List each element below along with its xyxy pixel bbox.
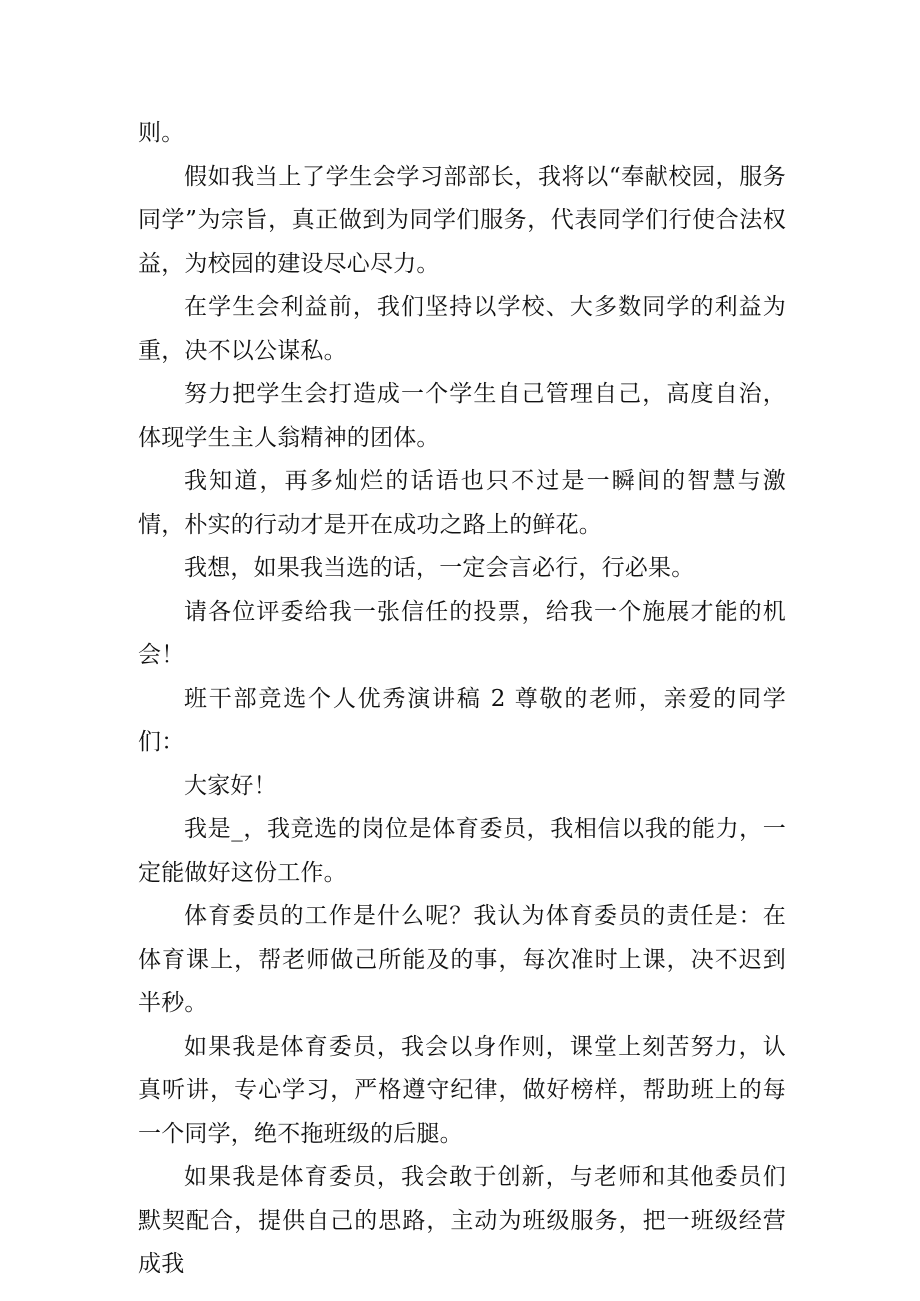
paragraph-11: 体育委员的工作是什么呢？我认为体育委员的责任是：在体育课上，帮老师做己所能及的事，每次准时上课，决不迟到半秒。: [138, 903, 786, 1016]
paragraph-9: 大家好！: [184, 772, 277, 799]
paragraph-12: 如果我是体育委员，我会以身作则，课堂上刻苦努力，认真听讲，专心学习，严格遵守纪律，做好榜样，帮助班上的每一个同学，绝不拖班级的后腿。: [138, 1033, 786, 1147]
paragraph-6: 我想，如果我当选的话，一定会言必行，行必果。: [184, 555, 695, 581]
paragraph-3: 在学生会利益前，我们坚持以学校、大多数同学的利益为重，决不以公谋私。: [138, 294, 786, 364]
paragraph-8: 班干部竞选个人优秀演讲稿 2 尊敬的老师，亲爱的同学们：: [138, 685, 786, 755]
paragraph-10: 我是_，我竞选的岗位是体育委员，我相信以我的能力，一定能做好这份工作。: [138, 816, 786, 886]
paragraph-5: 我知道，再多灿烂的话语也只不过是一瞬间的智慧与激情，朴实的行动才是开在成功之路上的鲜花。: [138, 468, 786, 538]
paragraph-2: 假如我当上了学生会学习部部长，我将以“奉献校园，服务同学”为宗旨，真正做到为同学们服务，代表同学们行使合法权益，为校园的建设尽心尽力。: [138, 163, 786, 277]
paragraph-4: 努力把学生会打造成一个学生自己管理自己，高度自治，体现学生主人翁精神的团体。: [138, 381, 786, 451]
document-body: [138, 112, 786, 1287]
paragraph-13: 如果我是体育委员，我会敢于创新，与老师和其他委员们默契配合，提供自己的思路，主动为班级服务，把一班级经营成我: [138, 1164, 786, 1277]
paragraph-7: 请各位评委给我一张信任的投票，给我一个施展才能的机会！: [138, 598, 786, 668]
paragraph-1: 则。: [138, 120, 185, 146]
